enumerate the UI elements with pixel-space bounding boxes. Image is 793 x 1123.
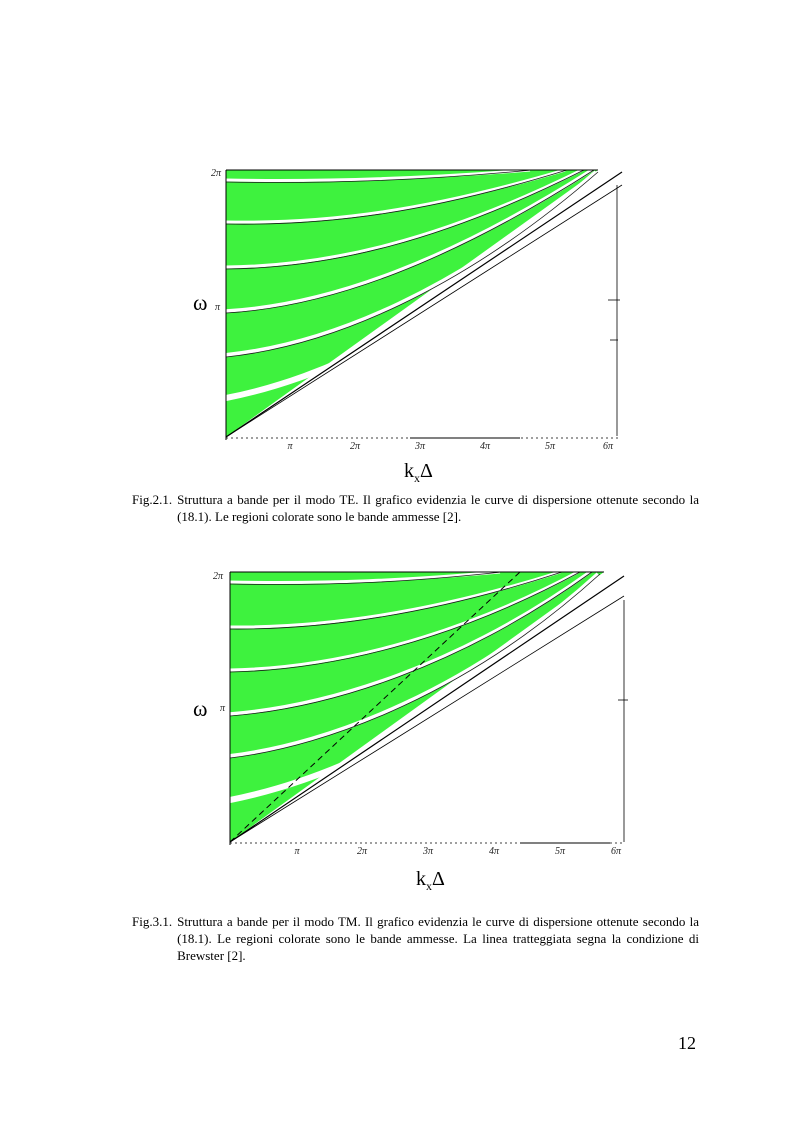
te-ytick-pi: π <box>215 302 221 313</box>
page-number: 12 <box>678 1033 696 1053</box>
te-caption-text: Struttura a bande per il modo TE. Il grafico evidenzia le curve di dispersione ottenute secondo la (18.1). Le regioni colorate sono le bande ammesse [2]. <box>177 492 699 524</box>
tm-xtick-3: 3π <box>422 846 434 857</box>
te-xtick-1: π <box>287 441 293 452</box>
tm-caption-id: Fig.3.1. <box>132 914 173 929</box>
te-ytick-2pi: 2π <box>211 168 222 179</box>
te-caption-id: Fig.2.1. <box>132 492 173 507</box>
te-xtick-4: 4π <box>479 441 491 452</box>
tm-xtick-1: π <box>294 846 300 857</box>
te-xtick-5: 5π <box>544 441 556 452</box>
tm-y-axis-label: ω <box>193 696 208 721</box>
tm-ytick-pi: π <box>220 703 226 714</box>
tm-xtick-2: 2π <box>356 846 368 857</box>
tm-xtick-6: 6π <box>610 846 622 857</box>
te-x-axis-label: $k_x\Delta$ <box>404 460 433 485</box>
te-xtick-2: 2π <box>349 441 361 452</box>
te-y-axis-label: ω <box>193 290 208 315</box>
tm-ytick-2pi: 2π <box>213 571 224 582</box>
tm-x-axis-label: $k_x\Delta$ <box>416 868 445 893</box>
tm-caption <box>132 913 699 964</box>
te-xtick-3: 3π <box>414 441 426 452</box>
te-xtick-6: 6π <box>602 441 614 452</box>
tm-caption-text: Struttura a bande per il modo TM. Il grafico evidenzia le curve di dispersione ottenute secondo la (18.1). Le regioni colorate sono le bande ammesse. La linea tratteggiata segna la condizione di Brewster [2]. <box>177 914 699 963</box>
tm-xtick-4: 4π <box>488 846 500 857</box>
tm-xtick-5: 5π <box>554 846 566 857</box>
